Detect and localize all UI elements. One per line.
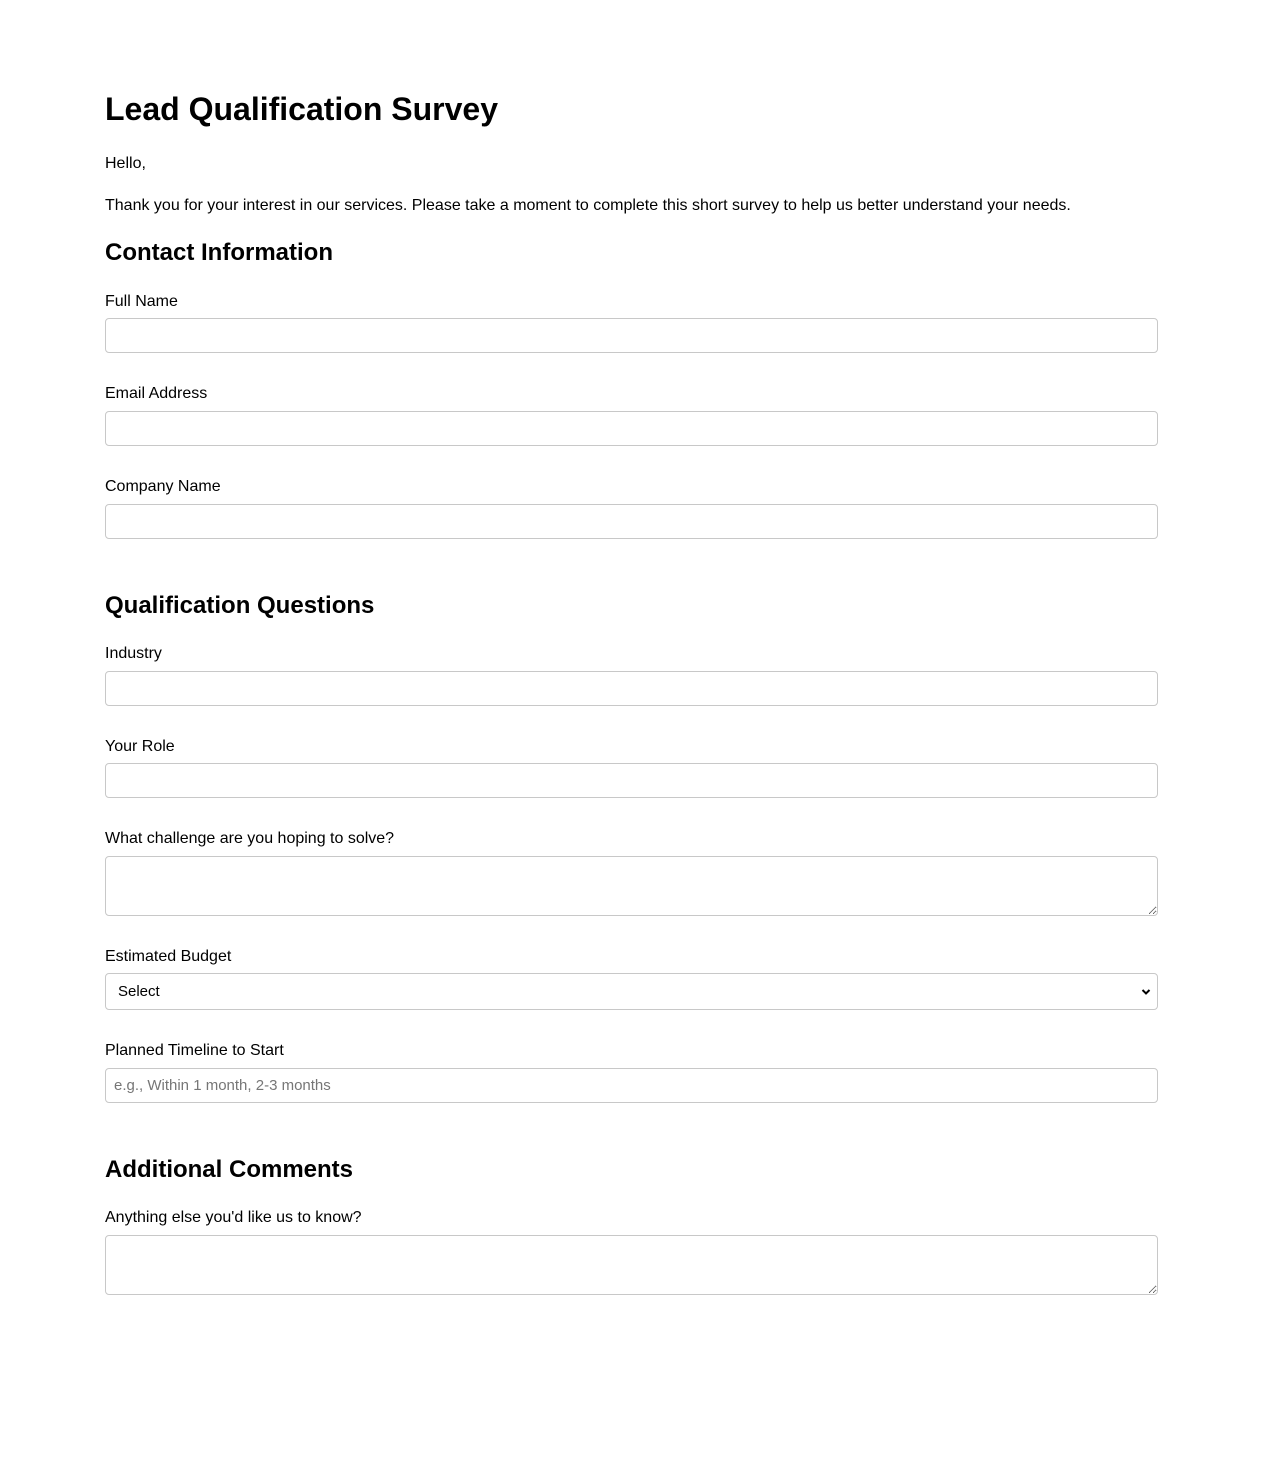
timeline-input[interactable]	[105, 1068, 1158, 1103]
industry-label: Industry	[105, 645, 162, 662]
section-heading-contact: Contact Information	[105, 239, 333, 266]
timeline-label: Planned Timeline to Start	[105, 1042, 284, 1059]
company-label: Company Name	[105, 478, 221, 495]
intro-text: Thank you for your interest in our services. Please take a moment to complete this short survey to help us better understand your needs.	[105, 197, 1071, 214]
full-name-input[interactable]	[105, 318, 1158, 353]
greeting-text: Hello,	[105, 155, 146, 172]
challenge-label: What challenge are you hoping to solve?	[105, 830, 395, 847]
chevron-down-icon	[1141, 987, 1151, 997]
comments-textarea[interactable]	[105, 1235, 1158, 1295]
comments-label: Anything else you'd like us to know?	[105, 1209, 362, 1226]
role-input[interactable]	[105, 763, 1158, 798]
challenge-textarea[interactable]	[105, 856, 1158, 916]
budget-select[interactable]	[105, 973, 1158, 1010]
full-name-label: Full Name	[105, 293, 178, 310]
role-label: Your Role	[105, 738, 175, 755]
section-heading-comments: Additional Comments	[105, 1156, 354, 1183]
company-input[interactable]	[105, 504, 1158, 539]
email-label: Email Address	[105, 385, 208, 402]
email-input[interactable]	[105, 411, 1158, 446]
section-heading-qualification: Qualification Questions	[105, 592, 375, 619]
page-title: Lead Qualification Survey	[105, 91, 498, 127]
industry-input[interactable]	[105, 671, 1158, 706]
budget-selected-value: Select	[118, 983, 160, 1000]
budget-label: Estimated Budget	[105, 948, 232, 965]
